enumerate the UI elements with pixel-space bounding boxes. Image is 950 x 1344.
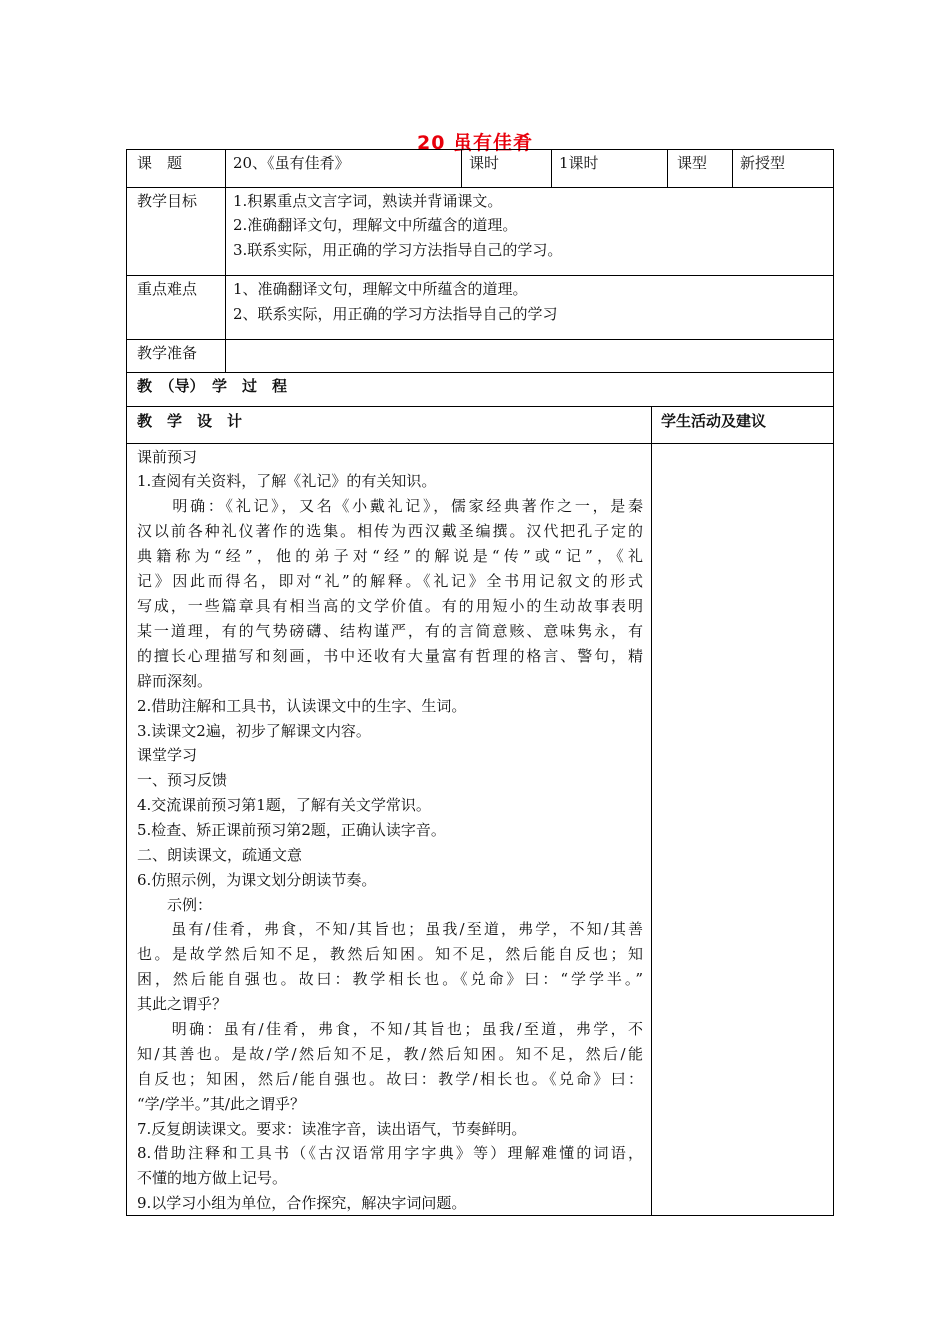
objective-item: 1.积累重点文言字词，熟读并背诵课文。	[233, 192, 503, 210]
body-line: 某一道理，有的气势磅礴、结构谨严，有的言简意赅、意味隽永，有	[137, 622, 643, 640]
student-activity-heading: 学生活动及建议	[661, 412, 767, 430]
key-points-label: 重点难点	[137, 280, 198, 298]
type-value: 新授型	[740, 154, 786, 172]
hours-value: 1课时	[559, 154, 599, 172]
objective-item: 3.联系实际，用正确的学习方法指导自己的学习。	[233, 241, 563, 259]
body-line: 也。是故学然后知不足，教然后知困。知不足，然后能自反也；知	[137, 945, 643, 963]
body-line: 9.以学习小组为单位，合作探究，解决字词问题。	[137, 1194, 467, 1212]
body-line: 其此之谓乎？	[137, 995, 228, 1013]
key-point-item: 2、联系实际，用正确的学习方法指导自己的学习	[233, 305, 558, 323]
preparation-label: 教学准备	[137, 344, 198, 362]
body-line: 虽有/佳肴，弗食，不知/其旨也；虽我/至道，弗学，不知/其善	[137, 920, 643, 938]
body-line: 7.反复朗读课文。要求：读准字音，读出语气，节奏鲜明。	[137, 1120, 527, 1138]
body-line: 写成，一些篇章具有相当高的文学价值。有的用短小的生动故事表明	[137, 597, 643, 615]
body-line: 自反也；知困，然后/能自强也。故曰：教学/相长也。《兑命》曰：	[137, 1070, 643, 1088]
body-line: 不懂的地方做上记号。	[137, 1169, 288, 1187]
body-line: 典籍称为“经”，他的弟子对“经”的解说是“传”或“记”，《礼	[137, 547, 643, 565]
objectives-label: 教学目标	[137, 192, 198, 210]
body-line: “学/学半。”其/此之谓乎？	[137, 1095, 305, 1113]
body-line: 4.交流课前预习第1题，了解有关文学常识。	[137, 796, 431, 814]
body-line: 二、朗读课文，疏通文意	[137, 846, 303, 864]
page-title: 20 虽有佳肴	[416, 132, 534, 154]
body-line: 2.借助注解和工具书，认读课文中的生字、生词。	[137, 697, 467, 715]
row-divider	[126, 339, 834, 340]
body-line: 困，然后能自强也。故曰：教学相长也。《兑命》曰：“学学半。”	[137, 970, 643, 988]
body-line: 辟而深刻。	[137, 672, 213, 690]
body-line: 3.读课文2遍，初步了解课文内容。	[137, 722, 371, 740]
key-point-item: 1、准确翻译文句，理解文中所蕴含的道理。	[233, 280, 528, 298]
body-line: 明确：《礼记》，又名《小戴礼记》，儒家经典著作之一，是秦	[137, 497, 643, 515]
row-divider	[126, 443, 834, 444]
body-line: 6.仿照示例，为课文划分朗读节奏。	[137, 871, 377, 889]
type-label: 课型	[677, 154, 708, 172]
body-line: 8.借助注释和工具书（《古汉语常用字字典》等）理解难懂的词语，	[137, 1144, 643, 1162]
body-line: 一、预习反馈	[137, 771, 228, 789]
body-line: 5.检查、矫正课前预习第2题，正确认读字音。	[137, 821, 446, 839]
objective-item: 2.准确翻译文句，理解文中所蕴含的道理。	[233, 216, 518, 234]
section-heading: 课前预习	[137, 448, 198, 466]
topic-value: 20、《虽有佳肴》	[233, 154, 350, 172]
hours-label: 课时	[469, 154, 500, 172]
section-heading: 课堂学习	[137, 746, 198, 764]
column-divider	[651, 406, 652, 1216]
row-divider	[126, 406, 834, 407]
body-line: 示例：	[137, 896, 213, 914]
body-line: 明确：虽有/佳肴，弗食，不知/其旨也；虽我/至道，弗学，不	[137, 1020, 643, 1038]
column-divider	[732, 149, 733, 187]
process-heading: 教 （导） 学 过 程	[137, 377, 288, 395]
body-line: 知/其善也。是故/学/然后知不足，教/然后知困。知不足，然后/能	[137, 1045, 643, 1063]
body-line: 的擅长心理描写和刻画，书中还收有大量富有哲理的格言、警句，精	[137, 647, 643, 665]
body-line: 汉以前各种礼仪著作的选集。相传为西汉戴圣编撰。汉代把孔子定的	[137, 522, 643, 540]
topic-label: 课 题	[137, 154, 183, 172]
column-divider	[551, 149, 552, 187]
row-divider	[126, 372, 834, 373]
row-divider	[126, 275, 834, 276]
column-divider	[667, 149, 668, 187]
body-line: 记》因此而得名，即对“礼”的解释。《礼记》全书用记叙文的形式	[137, 572, 643, 590]
body-line: 1.查阅有关资料，了解《礼记》的有关知识。	[137, 472, 437, 490]
column-divider	[461, 149, 462, 187]
column-divider	[225, 149, 226, 372]
design-heading: 教 学 设 计	[137, 412, 243, 430]
row-divider	[126, 187, 834, 188]
